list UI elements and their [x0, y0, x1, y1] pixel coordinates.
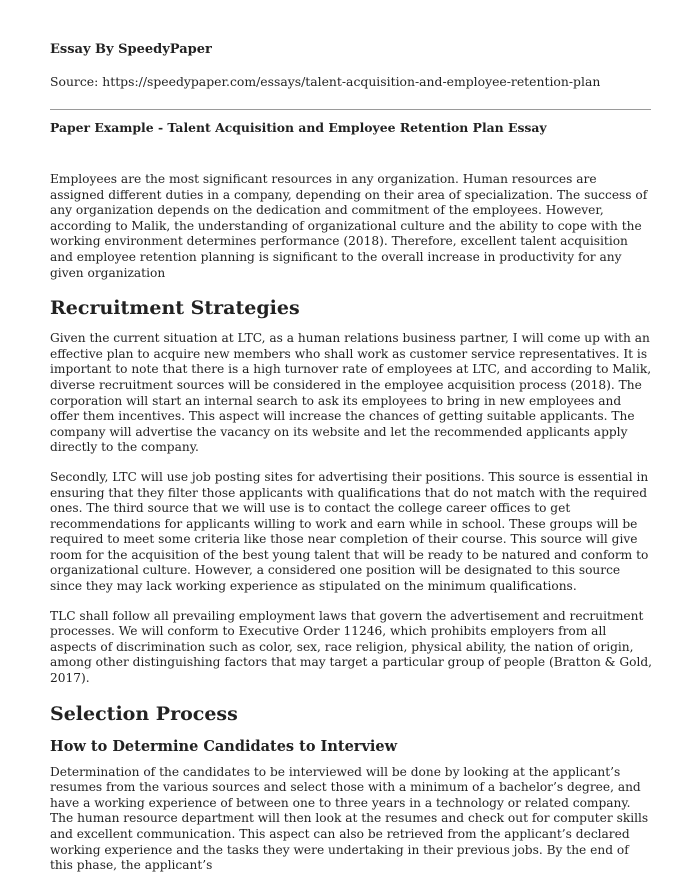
recruitment-paragraph-2: Secondly, LTC will use job posting sites for advertising their positions. This source is essential in ensuring that they filter those applicants with qualifications that do not match with the required ones. The third source that we will use is to contact the college career offices to get recommendations for applicants willing to work and earn while in school. These groups will be required to meet some criteria like those near completion of their course. This source will give room for the acquisition of the best young talent that will be ready to be natured and conform to organizational culture. However, a considered one position will be designated to this source since they may lack working experience as stipulated on the minimum qualifications.: [50, 469, 649, 594]
brand-title: Essay By SpeedyPaper: [50, 42, 212, 57]
recruitment-paragraph-1: Given the current situation at LTC, as a human relations business partner, I will come up with an effective plan to acquire new members who shall work as customer service representatives. It is important to note that there is a high turnover rate of employees at LTC, and according to Malik, diverse recruitment sources will be considered in the employee acquisition process (2018). The corporation will start an internal search to ask its employees to bring in new employees and offer them incentives. This aspect will increase the chances of getting suitable applicants. The company will advertise the vacancy on its website and let the recommended applicants apply directly to the company.: [50, 331, 652, 455]
section-heading-recruitment: Recruitment Strategies: [50, 297, 300, 320]
paper-title: Paper Example - Talent Acquisition and Employee Retention Plan Essay: [50, 120, 547, 135]
selection-paragraph-1: Determination of the candidates to be interviewed will be done by looking at the applicant’s resumes from the various sources and select those with a minimum of a bachelor’s degree, and have a working experience of between one to three years in a technology or related company. The human resource department will then look at the resumes and check out for computer skills and excellent communication. This aspect can also be retrieved from the applicant’s declared working experience and the tasks they were undertaking in their previous jobs. By the end of this phase, the applicant’s: [50, 764, 649, 873]
divider: [50, 109, 651, 110]
essay-body: [50, 172, 654, 888]
source-line: Source: https://speedypaper.com/essays/talent-acquisition-and-employee-retention-plan: [50, 74, 601, 89]
intro-paragraph: Employees are the most significant resources in any organization. Human resources are assigned different duties in a company, depending on their area of specialization. The success of any organization depends on the dedication and commitment of the employees. However, according to Malik, the understanding of organizational culture and the ability to cope with the working environment determines performance (2018). Therefore, excellent talent acquisition and employee retention planning is significant to the overall increase in productivity for any given organization: [50, 172, 648, 280]
subsection-heading-interview: How to Determine Candidates to Interview: [50, 737, 398, 755]
section-heading-selection: Selection Process: [50, 702, 238, 725]
recruitment-paragraph-3: TLC shall follow all prevailing employment laws that govern the advertisement and recruitment processes. We will conform to Executive Order 11246, which prohibits employers from all aspects of discrimination such as color, sex, race religion, physical ability, the nation of origin, among other distinguishing factors that may target a particular group of people (Bratton & Gold, 2017).: [50, 608, 653, 686]
